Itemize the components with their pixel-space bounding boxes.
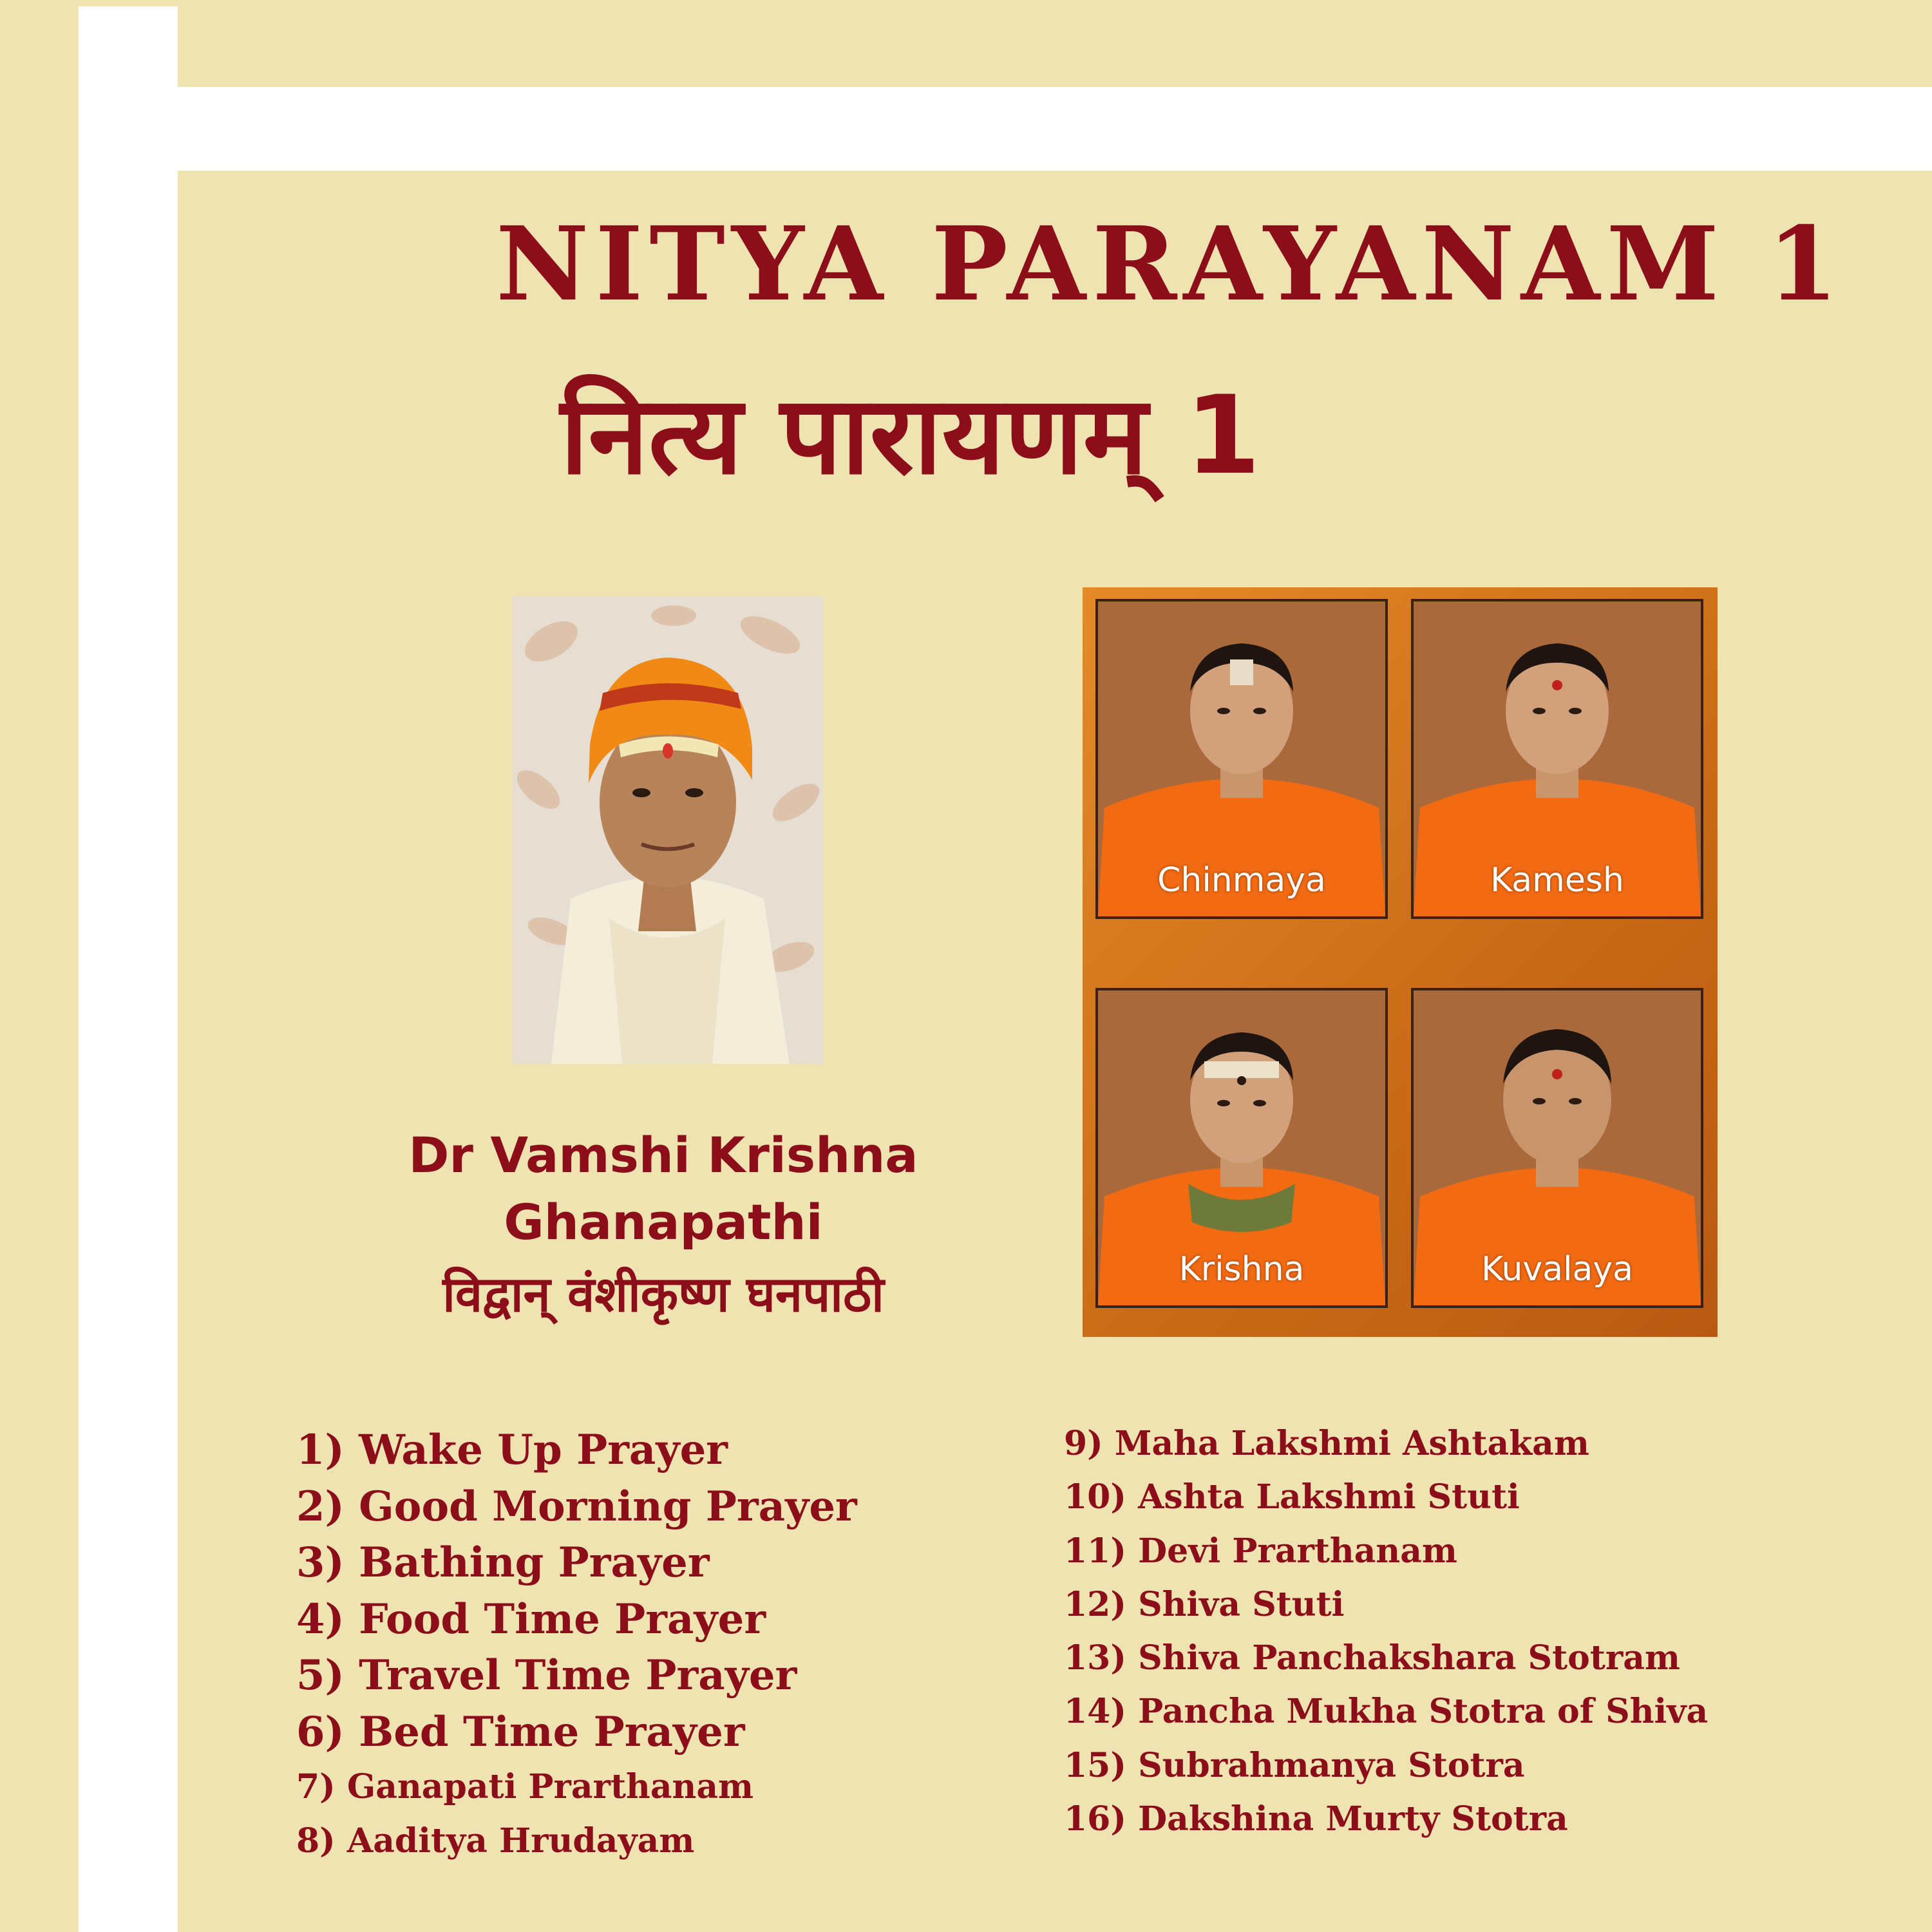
list-item: 3) Bathing Prayer <box>296 1539 710 1587</box>
student-tile <box>1411 988 1703 1308</box>
list-item: 8) Aaditya Hrudayam <box>296 1821 695 1861</box>
list-item: 4) Food Time Prayer <box>296 1595 766 1643</box>
prayer-list-left <box>296 1422 857 1868</box>
author-title: Ghanapathi <box>504 1193 823 1251</box>
list-item: 9) Maha Lakshmi Ashtakam <box>1064 1424 1589 1463</box>
list-item: 7) Ganapati Prarthanam <box>296 1767 754 1806</box>
author-block <box>335 1122 992 1333</box>
left-white-band <box>79 6 178 1932</box>
student-name: Krishna <box>1179 1250 1305 1289</box>
student-name: Kuvalaya <box>1481 1250 1634 1289</box>
title-english: NITYA PARAYANAM 1 <box>496 205 1845 324</box>
title-devanagari: नित्य पारायणम् 1 <box>560 372 1261 498</box>
student-tile <box>1095 599 1388 919</box>
list-item: 1) Wake Up Prayer <box>296 1426 728 1474</box>
author-name-devanagari: विद्वान् वंशीकृष्ण घनपाठी <box>442 1265 884 1323</box>
student-tile <box>1095 988 1388 1308</box>
student-name: Kamesh <box>1490 861 1624 900</box>
student-name: Chinmaya <box>1157 861 1326 900</box>
list-item: 16) Dakshina Murty Stotra <box>1064 1799 1568 1839</box>
student-tile <box>1411 599 1703 919</box>
list-item: 10) Ashta Lakshmi Stuti <box>1064 1477 1520 1517</box>
list-item: 14) Pancha Mukha Stotra of Shiva <box>1064 1692 1709 1732</box>
list-item: 5) Travel Time Prayer <box>296 1651 797 1700</box>
list-item: 2) Good Morning Prayer <box>296 1482 857 1531</box>
author-name: Dr Vamshi Krishna <box>408 1126 918 1184</box>
prayer-list-right <box>1064 1417 1708 1846</box>
list-item: 6) Bed Time Prayer <box>296 1707 745 1756</box>
list-item: 12) Shiva Stuti <box>1064 1584 1345 1624</box>
top-white-band <box>79 87 1932 171</box>
list-item: 11) Devi Prarthanam <box>1064 1531 1457 1571</box>
list-item: 13) Shiva Panchakshara Stotram <box>1064 1638 1680 1678</box>
teacher-portrait <box>513 596 823 1064</box>
list-item: 15) Subrahmanya Stotra <box>1064 1745 1525 1785</box>
students-photo <box>1083 587 1718 1337</box>
